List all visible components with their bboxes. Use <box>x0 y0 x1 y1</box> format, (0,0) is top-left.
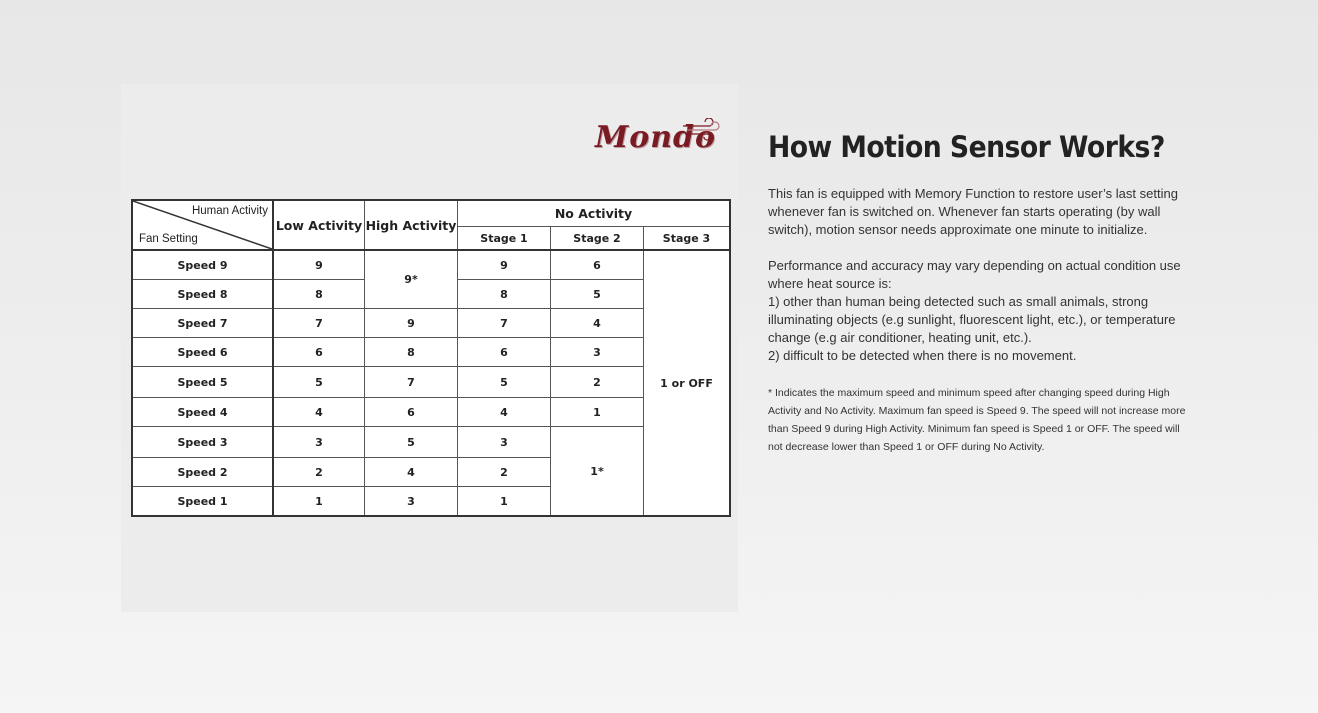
high-activity-value: 5 <box>365 427 458 458</box>
memory-function-paragraph: This fan is equipped with Memory Function to restore user’s last setting whenever fan is switched on. Whenever fan starts operating (by wall switch), motion sensor needs approximate one minute to initialize. <box>768 186 1178 237</box>
header-low-activity: Low Activity <box>273 200 365 250</box>
wind-swirl-icon <box>683 118 723 142</box>
performance-paragraph <box>768 257 1188 365</box>
stage-2-value: 1 <box>551 398 644 427</box>
speed-label: Speed 9 <box>132 250 273 280</box>
header-stage-3: Stage 3 <box>644 227 731 251</box>
low-activity-value: 3 <box>273 427 365 458</box>
speed-label: Speed 5 <box>132 367 273 398</box>
low-activity-value: 9 <box>273 250 365 280</box>
high-activity-value: 3 <box>365 487 458 517</box>
table-row <box>132 427 730 458</box>
stage-2-value: 3 <box>551 338 644 367</box>
header-no-activity: No Activity <box>458 200 731 227</box>
table-corner-header <box>132 200 273 250</box>
speed-label: Speed 4 <box>132 398 273 427</box>
product-image-panel <box>121 84 738 612</box>
page-title: How Motion Sensor Works? <box>768 130 1165 164</box>
stage-2-value: 6 <box>551 250 644 280</box>
performance-item-2: 2) difficult to be detected when there is no movement. <box>768 348 1077 363</box>
stage-1-value: 6 <box>458 338 551 367</box>
low-activity-value: 5 <box>273 367 365 398</box>
low-activity-value: 7 <box>273 309 365 338</box>
corner-fan-setting: Fan Setting <box>139 233 198 245</box>
low-activity-value: 1 <box>273 487 365 517</box>
stage-1-value: 7 <box>458 309 551 338</box>
speed-label: Speed 3 <box>132 427 273 458</box>
stage-1-value: 3 <box>458 427 551 458</box>
header-stage-2: Stage 2 <box>551 227 644 251</box>
stage-1-value: 9 <box>458 250 551 280</box>
table-row <box>132 367 730 398</box>
high-activity-value: 8 <box>365 338 458 367</box>
high-activity-merged-value: 9* <box>365 250 458 309</box>
stage-2-value: 2 <box>551 367 644 398</box>
asterisk-note: * Indicates the maximum speed and minimum speed after changing speed during High Activity and No Activity. Maximum fan speed is Speed 9. The speed will not increase more than Speed 9 during High Activity. Minimum fan speed is Speed 1 or OFF. The speed will not decrease lower than Speed 1 or OFF during No Activity. <box>768 387 1186 453</box>
low-activity-value: 4 <box>273 398 365 427</box>
performance-item-1: 1) other than human being detected such as small animals, strong illuminating objects (e.g sunlight, fluorescent light, etc.), or temperature change (e.g air conditioner, heating unit, etc.). <box>768 294 1176 345</box>
speed-label: Speed 6 <box>132 338 273 367</box>
stage-1-value: 5 <box>458 367 551 398</box>
stage-1-value: 2 <box>458 458 551 487</box>
header-stage-1: Stage 1 <box>458 227 551 251</box>
table-row <box>132 309 730 338</box>
brand-logo-text: Mondo <box>595 120 717 155</box>
speed-label: Speed 1 <box>132 487 273 517</box>
stage-1-value: 4 <box>458 398 551 427</box>
high-activity-value: 9 <box>365 309 458 338</box>
corner-human-activity: Human Activity <box>191 205 268 217</box>
low-activity-value: 2 <box>273 458 365 487</box>
stage-2-merged-value: 1* <box>551 427 644 517</box>
high-activity-value: 7 <box>365 367 458 398</box>
stage-2-value: 5 <box>551 280 644 309</box>
brand-logo <box>595 114 725 158</box>
description-column <box>768 130 1188 467</box>
stage-1-value: 1 <box>458 487 551 517</box>
speed-label: Speed 8 <box>132 280 273 309</box>
table-row <box>132 338 730 367</box>
high-activity-value: 6 <box>365 398 458 427</box>
stage-2-value: 4 <box>551 309 644 338</box>
speed-label: Speed 7 <box>132 309 273 338</box>
performance-intro: Performance and accuracy may vary depending on actual condition use where heat source is: <box>768 258 1181 291</box>
low-activity-value: 6 <box>273 338 365 367</box>
header-high-activity: High Activity <box>365 200 458 250</box>
stage-1-value: 8 <box>458 280 551 309</box>
table-row <box>132 250 730 280</box>
high-activity-value: 4 <box>365 458 458 487</box>
stage-3-merged-value: 1 or OFF <box>644 250 731 516</box>
low-activity-value: 8 <box>273 280 365 309</box>
table-row <box>132 398 730 427</box>
speed-label: Speed 2 <box>132 458 273 487</box>
fan-speed-table <box>131 199 731 517</box>
